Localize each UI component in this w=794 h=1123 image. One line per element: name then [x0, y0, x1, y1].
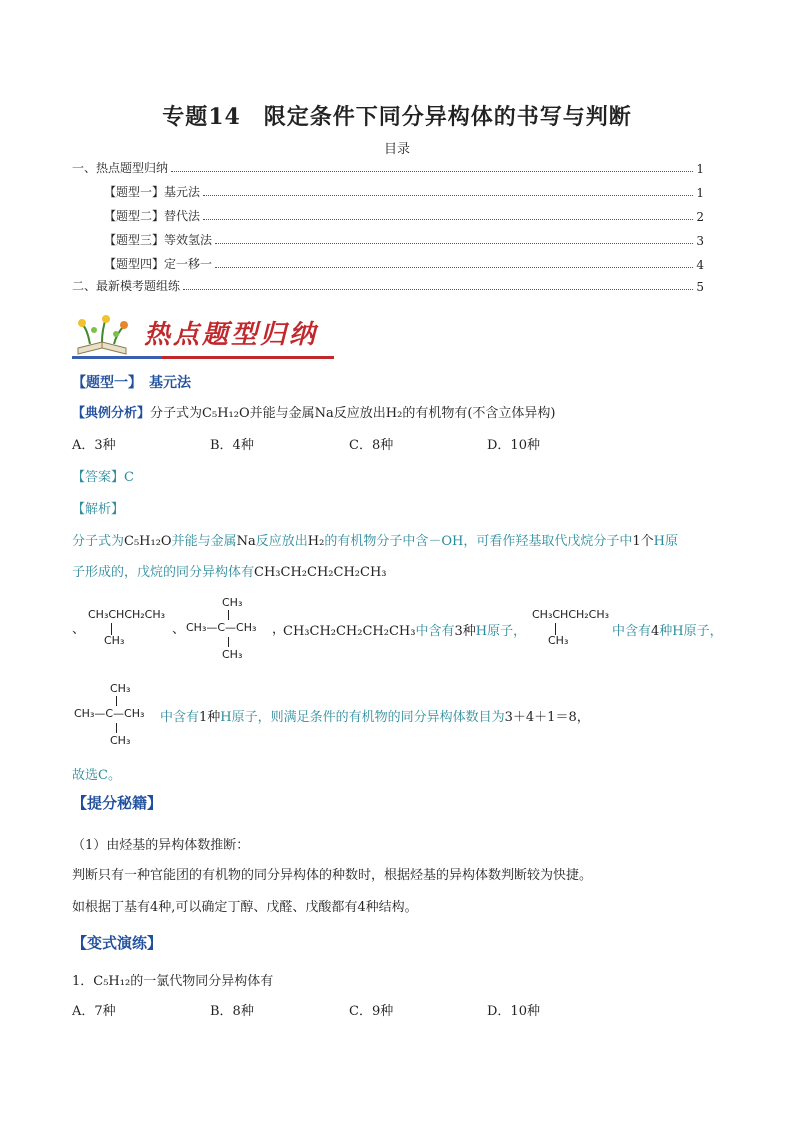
formula: C₅H₁₂O — [124, 534, 172, 549]
toc-item-label: 一、热点题型归纳 — [72, 161, 169, 175]
toc-item-page: 5 — [696, 280, 704, 294]
banner-title: 热点题型归纳 — [144, 320, 319, 350]
text: 分子式为 — [72, 534, 125, 549]
conclusion: 故选C。 — [72, 768, 121, 783]
tips-line: 判断只有一种官能团的有机物的同分异构体的种数时，根据烃基的异构体数判断较为快捷。 — [72, 868, 593, 883]
toc-item-label: 【题型三】等效氢法 — [104, 233, 213, 247]
tips-line: 如根据丁基有4种,可以确定丁醇、戊醛、戊酸都有4种结构。 — [72, 900, 418, 915]
option-c[interactable]: C．8种 — [349, 438, 394, 453]
formula: CH₃CH₂CH₂CH₂CH₃ — [254, 565, 387, 580]
text: 中含有 — [160, 710, 200, 725]
text: 4 — [651, 624, 660, 639]
analysis-line — [612, 620, 723, 639]
toc-item-label: 二、最新模考题组练 — [72, 279, 181, 293]
example-tag: 【典例分析】 — [72, 406, 151, 421]
section-banner — [72, 314, 334, 360]
toc-leader — [203, 219, 693, 220]
neopentane-top: CH₃ — [222, 596, 243, 609]
text: 子形成的，戊烷的同分异构体有 — [72, 565, 255, 580]
option-b[interactable]: B．8种 — [210, 1004, 254, 1019]
option-a[interactable]: A．7种 — [72, 1004, 116, 1019]
text: Na — [236, 534, 256, 549]
text: 反应放出 — [333, 406, 386, 421]
toc-heading: 目录 — [383, 142, 410, 157]
toc-item-label: 【题型四】定一移一 — [104, 257, 213, 271]
separator: 、 — [172, 622, 186, 637]
analysis-tag: 【解析】 — [72, 502, 125, 517]
toc-item[interactable] — [72, 158, 704, 176]
bond-line — [116, 696, 117, 706]
toc-item[interactable] — [104, 206, 704, 224]
formula: C₅H₁₂O — [202, 406, 250, 421]
isopentane-branch: CH₃ — [104, 634, 125, 647]
isopentane-formula: CH₃CHCH₂CH₃ — [88, 608, 166, 621]
tips-line: （1）由烃基的异构体数推断： — [72, 838, 250, 853]
bond-line — [116, 723, 117, 733]
text: 1种 — [199, 710, 221, 725]
text: 1个 — [632, 534, 654, 549]
neopentane-main: CH₃—C—CH₃ — [74, 707, 145, 720]
option-b[interactable]: B．4种 — [210, 438, 254, 453]
formula: CH₃CH₂CH₂CH₂CH₃ — [283, 624, 416, 639]
text: 3种 — [454, 624, 476, 639]
toc-item-page: 1 — [696, 162, 704, 176]
toc-item[interactable] — [104, 254, 704, 272]
text: 的有机物有(不含立体异构) — [402, 406, 556, 421]
separator: ， — [272, 622, 286, 637]
example-question — [72, 402, 556, 421]
analysis-line — [283, 620, 526, 639]
option-d[interactable]: D．10种 — [487, 438, 540, 453]
toc-item-page: 3 — [696, 234, 704, 248]
toc-item[interactable] — [104, 182, 704, 200]
text: 分子式为 — [150, 406, 203, 421]
bond-line — [228, 637, 229, 647]
text: H原 — [653, 534, 678, 549]
toc-item-label: 【题型二】替代法 — [104, 209, 201, 223]
separator: 、 — [72, 622, 86, 637]
answer: 【答案】C — [72, 470, 134, 485]
section-heading: 【题型一】 基元法 — [72, 375, 191, 391]
neopentane-top: CH₃ — [110, 682, 131, 695]
text: 反应放出 — [255, 534, 308, 549]
formula: H₂ — [385, 406, 403, 421]
toc-leader — [215, 243, 693, 244]
toc-item-page: 1 — [696, 186, 704, 200]
neopentane-bottom: CH₃ — [222, 648, 243, 661]
bond-line — [228, 610, 229, 620]
text: 3＋4＋1＝8， — [504, 710, 590, 725]
analysis-line — [160, 706, 590, 725]
option-c[interactable]: C．9种 — [349, 1004, 394, 1019]
text: 并能与金属 — [249, 406, 315, 421]
text: 并能与金属 — [171, 534, 237, 549]
tips-heading: 【提分秘籍】 — [72, 794, 163, 812]
toc-item[interactable] — [72, 276, 704, 294]
text: 种H原子， — [659, 624, 723, 639]
text: 中含有 — [415, 624, 455, 639]
toc-leader — [203, 195, 693, 196]
text: H原子，则满足条件的有机物的同分异构体数目为 — [220, 710, 505, 725]
toc-leader — [215, 267, 693, 268]
text: 中含有 — [612, 624, 652, 639]
isopentane-formula: CH₃CHCH₂CH₃ — [532, 608, 610, 621]
practice-heading: 【变式演练】 — [72, 934, 163, 952]
neopentane-main: CH₃—C—CH₃ — [186, 621, 257, 634]
formula: H₂ — [307, 534, 325, 549]
toc-item[interactable] — [104, 230, 704, 248]
toc-item-page: 4 — [696, 258, 704, 272]
toc-leader — [183, 289, 693, 290]
text: 的有机物分子中含－OH，可看作羟基取代戊烷分子中 — [324, 534, 633, 549]
analysis-line — [72, 530, 678, 549]
analysis-line — [72, 561, 387, 580]
option-a[interactable]: A．3种 — [72, 438, 116, 453]
toc-item-page: 2 — [696, 210, 704, 224]
text: H原子， — [475, 624, 527, 639]
toc-item-label: 【题型一】基元法 — [104, 185, 201, 199]
neopentane-bottom: CH₃ — [110, 734, 131, 747]
toc-leader — [171, 171, 693, 172]
practice-question: 1．C₅H₁₂的一氯代物同分异构体有 — [72, 974, 274, 989]
page-title: 专题14 限定条件下同分异构体的书写与判断 — [162, 104, 632, 130]
option-d[interactable]: D．10种 — [487, 1004, 540, 1019]
isopentane-branch: CH₃ — [548, 634, 569, 647]
text: Na — [314, 406, 334, 421]
